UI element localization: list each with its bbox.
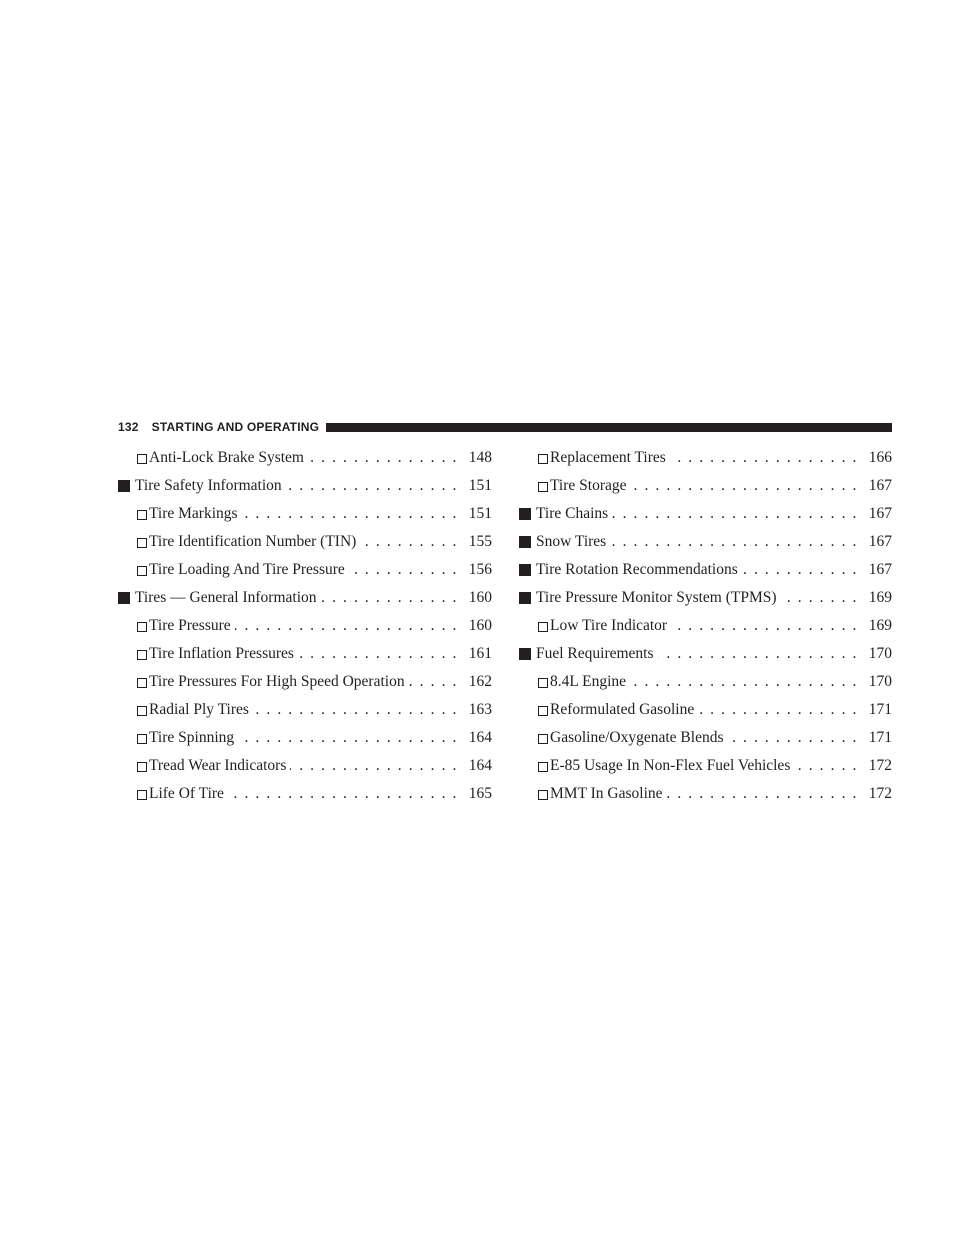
filled-square-bullet-icon [519,648,531,660]
toc-entry-page: 164 [468,757,492,774]
toc-entry-page: 172 [868,757,892,774]
toc-entry[interactable] [118,612,492,640]
toc-entry-label: Snow Tires [536,533,607,550]
toc-entry[interactable] [118,724,492,752]
dot-leader [667,785,858,803]
dot-leader [698,701,858,719]
toc-entry[interactable] [519,696,892,724]
open-square-bullet-icon [538,706,548,716]
toc-entry-label: 8.4L Engine [550,673,627,690]
toc-entry-page: 166 [868,449,892,466]
toc-entry-label: Tread Wear Indicators [149,757,287,774]
dot-leader [658,645,858,663]
toc-entry[interactable] [519,668,892,696]
toc-entry-label: Tire Rotation Recommendations [536,561,738,578]
dot-leader [360,533,458,551]
dot-leader [671,617,858,635]
toc-entry[interactable] [118,556,492,584]
dot-leader [794,757,858,775]
toc-entry[interactable] [118,696,492,724]
toc-entry[interactable] [519,780,892,808]
toc-entry-label: Gasoline/Oxygenate Blends [550,729,724,746]
open-square-bullet-icon [137,454,147,464]
toc-entry-page: 148 [468,449,492,466]
toc-right-column [519,444,892,808]
toc-entry[interactable] [118,472,492,500]
toc-entry-label: Anti-Lock Brake System [149,449,304,466]
dot-leader [242,505,458,523]
dot-leader [290,757,458,775]
toc-entry-label: Tire Pressures For High Speed Operation [149,673,405,690]
dot-leader [253,701,458,719]
dot-leader [298,645,458,663]
toc-entry-label: Tire Spinning [149,729,235,746]
toc-entry-page: 160 [468,617,492,634]
toc-entry-page: 160 [468,589,492,606]
toc-entry-label: Fuel Requirements [536,645,654,662]
toc-entry-page: 161 [468,645,492,662]
page-number: 132 [118,420,139,434]
toc-entry[interactable] [519,640,892,668]
toc-entry-label: Replacement Tires [550,449,666,466]
filled-square-bullet-icon [519,536,531,548]
open-square-bullet-icon [137,538,147,548]
page-header [118,419,892,435]
dot-leader [238,729,458,747]
dot-leader [228,785,458,803]
toc-entry[interactable] [519,752,892,780]
toc-entry-label: Tires — General Information [135,589,317,606]
filled-square-bullet-icon [519,592,531,604]
toc-entry-label: Low Tire Indicator [550,617,668,634]
toc-entry-label: Tire Identification Number (TIN) [149,533,357,550]
open-square-bullet-icon [137,762,147,772]
toc-entry-page: 167 [868,561,892,578]
dot-leader [781,589,858,607]
toc-entry-page: 165 [468,785,492,802]
open-square-bullet-icon [538,678,548,688]
toc-entry-page: 169 [868,617,892,634]
toc-entry-page: 169 [868,589,892,606]
open-square-bullet-icon [137,510,147,520]
toc-entry-label: Tire Chains [536,505,609,522]
open-square-bullet-icon [538,482,548,492]
toc-entry[interactable] [519,528,892,556]
filled-square-bullet-icon [519,564,531,576]
filled-square-bullet-icon [519,508,531,520]
toc-entry[interactable] [519,724,892,752]
section-title: STARTING AND OPERATING [151,420,320,434]
toc-entry-label: Radial Ply Tires [149,701,249,718]
dot-leader [321,589,458,607]
header-rule [326,423,892,432]
toc-entry[interactable] [519,472,892,500]
dot-leader [630,673,858,691]
toc-entry-label: Tire Inflation Pressures [149,645,294,662]
dot-leader [610,533,858,551]
toc-entry-label: Tire Markings [149,505,238,522]
toc-entry[interactable] [118,500,492,528]
toc-entry[interactable] [118,780,492,808]
toc-entry-page: 163 [468,701,492,718]
toc-entry-page: 164 [468,729,492,746]
toc-entry-label: Tire Loading And Tire Pressure [149,561,345,578]
toc-entry[interactable] [519,584,892,612]
open-square-bullet-icon [137,566,147,576]
toc-entry-page: 156 [468,561,492,578]
toc-entry-label: Life Of Tire [149,785,224,802]
open-square-bullet-icon [538,762,548,772]
open-square-bullet-icon [538,734,548,744]
toc-entry[interactable] [519,556,892,584]
dot-leader [631,477,859,495]
toc-entry-label: Reformulated Gasoline [550,701,695,718]
toc-entry-page: 151 [468,477,492,494]
dot-leader [742,561,858,579]
dot-leader [670,449,858,467]
open-square-bullet-icon [538,790,548,800]
toc-entry-page: 171 [868,701,892,718]
toc-entry-page: 171 [868,729,892,746]
open-square-bullet-icon [137,790,147,800]
toc-entry-page: 170 [868,645,892,662]
open-square-bullet-icon [538,454,548,464]
open-square-bullet-icon [137,650,147,660]
filled-square-bullet-icon [118,592,130,604]
toc-entry[interactable] [519,500,892,528]
toc-entry-label: Tire Safety Information [135,477,282,494]
toc-entry-page: 167 [868,477,892,494]
toc-entry-page: 155 [468,533,492,550]
toc-entry-label: E-85 Usage In Non-Flex Fuel Vehicles [550,757,791,774]
toc-entry[interactable] [118,640,492,668]
toc-entry[interactable] [118,584,492,612]
open-square-bullet-icon [137,706,147,716]
dot-leader [286,477,458,495]
toc-entry-page: 167 [868,505,892,522]
dot-leader [308,449,458,467]
toc-entry-page: 170 [868,673,892,690]
dot-leader [349,561,458,579]
open-square-bullet-icon [137,678,147,688]
toc-entry-page: 167 [868,533,892,550]
toc-entry-label: MMT In Gasoline [550,785,663,802]
toc-entry[interactable] [118,444,492,472]
toc-left-column [118,444,492,808]
toc-entry-page: 172 [868,785,892,802]
dot-leader [235,617,458,635]
toc-entry[interactable] [118,528,492,556]
open-square-bullet-icon [538,622,548,632]
dot-leader [727,729,858,747]
toc-entry-label: Tire Pressure Monitor System (TPMS) [536,589,777,606]
open-square-bullet-icon [137,734,147,744]
toc-entry-page: 162 [468,673,492,690]
open-square-bullet-icon [137,622,147,632]
dot-leader [409,673,458,691]
toc-entry[interactable] [118,752,492,780]
dot-leader [612,505,858,523]
toc-entry[interactable] [519,612,892,640]
filled-square-bullet-icon [118,480,130,492]
toc-entry-label: Tire Pressure [149,617,231,634]
toc-entry-label: Tire Storage [550,477,627,494]
toc-entry-page: 151 [468,505,492,522]
toc-entry[interactable] [118,668,492,696]
toc-entry[interactable] [519,444,892,472]
